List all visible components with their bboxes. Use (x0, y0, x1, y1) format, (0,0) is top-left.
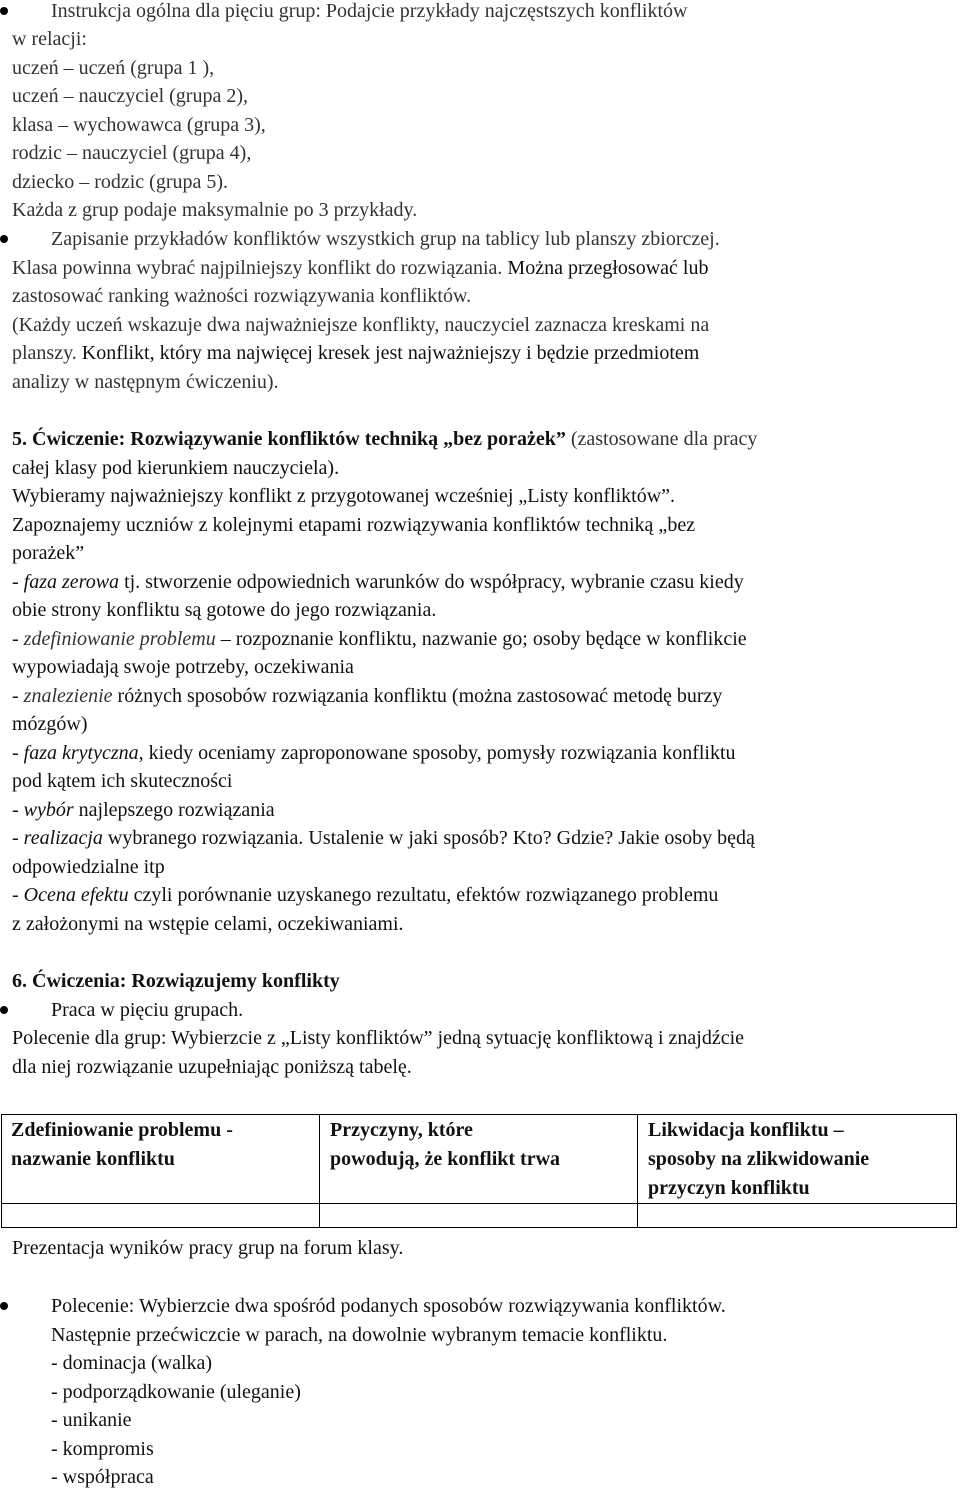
text-span: Konflikt, który ma najwięcej kresek jest najważniejszy i będzie przedmiotem (76, 342, 700, 364)
list-item: - kompromis (51, 1438, 154, 1460)
relation-item: klasa – wychowawca (grupa 3), (12, 114, 266, 136)
text-line: obie strony konfliktu są gotowe do jego rozwiązania. (12, 599, 437, 621)
bullet-icon (0, 1006, 8, 1014)
table-border (319, 1114, 320, 1228)
stage-desc: tj. stworzenie odpowiednich warunków do współpracy, wybranie czasu kiedy (119, 571, 744, 593)
header-line: Likwidacja konfliktu – (648, 1119, 844, 1141)
stage-item (12, 883, 718, 907)
text-line: pod kątem ich skuteczności (12, 770, 233, 792)
text-line: mózgów) (12, 713, 88, 735)
header-line: przyczyn konfliktu (648, 1177, 810, 1199)
section-6-heading (12, 969, 340, 993)
header-line: nazwanie konfliktu (11, 1148, 175, 1170)
stage-desc: , kiedy oceniamy zaproponowane sposoby, pomysły rozwiązania konfliktu (138, 742, 736, 764)
dash: - (12, 685, 24, 707)
text-line: Każda z grup podaje maksymalnie po 3 przykłady. (12, 199, 418, 221)
relation-item: dziecko – rodzic (grupa 5). (12, 171, 229, 193)
text-line: Praca w pięciu grupach. (51, 999, 244, 1021)
bullet-icon (0, 235, 8, 243)
stage-item (12, 684, 722, 708)
conflict-table (1, 1114, 957, 1228)
stage-name: wybór (23, 799, 74, 821)
table-border (956, 1114, 957, 1228)
text-line: Zapoznajemy uczniów z kolejnymi etapami rozwiązywania konfliktów techniką „bez (12, 514, 696, 536)
list-item: - unikanie (51, 1409, 132, 1431)
relation-item: rodzic – nauczyciel (grupa 4), (12, 142, 252, 164)
relation-item: uczeń – uczeń (grupa 1 ), (12, 57, 215, 79)
stage-name: faza zerowa (23, 571, 120, 593)
bullet-icon (0, 1302, 8, 1310)
text-line: z założonymi na wstępie celami, oczekiwaniami. (12, 913, 404, 935)
stage-name: realizacja (23, 827, 103, 849)
stage-desc: różnych sposobów rozwiązania konfliktu (można zastosować metodę burzy (112, 685, 723, 707)
table-header-causes (330, 1116, 560, 1174)
header-line: sposoby na zlikwidowanie (648, 1148, 870, 1170)
text-line: Prezentacja wyników pracy grup na forum klasy. (12, 1237, 404, 1259)
stage-item (12, 826, 755, 850)
text-span: Klasa powinna wybrać najpilniejszy konflikt do rozwiązania. (12, 257, 503, 279)
text-span: Można przegłosować lub (502, 257, 709, 279)
stage-desc: czyli porównanie uzyskanego rezultatu, efektów rozwiązanego problemu (128, 884, 719, 906)
header-line: powodują, że konflikt trwa (330, 1148, 561, 1170)
text-line: dla niej rozwiązanie uzupełniając poniższą tabelę. (12, 1056, 412, 1078)
header-line: Zdefiniowanie problemu - (11, 1119, 233, 1141)
text-line: Zapisanie przykładów konfliktów wszystkich grup na tablicy lub planszy zbiorczej. (51, 228, 720, 250)
table-header-problem (11, 1116, 233, 1174)
list-item: - współpraca (51, 1466, 154, 1488)
text-line: wypowiadają swoje potrzeby, oczekiwania (12, 656, 354, 678)
heading-bold: 6. Ćwiczenia: Rozwiązujemy konflikty (12, 970, 340, 992)
section-5-heading (12, 427, 757, 451)
table-border (1, 1114, 2, 1228)
table-border (1, 1227, 957, 1228)
bullet-icon (0, 7, 8, 15)
stage-item (12, 798, 275, 822)
text-line: Polecenie: Wybierzcie dwa spośród podanych sposobów rozwiązywania konfliktów. (51, 1295, 726, 1317)
stage-item (12, 741, 736, 765)
text-line (12, 256, 708, 280)
stage-name: znalezienie (23, 685, 113, 707)
text-line: Polecenie dla grup: Wybierzcie z „Listy konfliktów” jedną sytuację konfliktową i znajdźcie (12, 1027, 745, 1049)
text-line: w relacji: (12, 28, 87, 50)
dash: - (12, 884, 24, 906)
relation-item: uczeń – nauczyciel (grupa 2), (12, 85, 248, 107)
stage-name: faza krytyczna (23, 742, 139, 764)
text-line: Następnie przećwiczcie w parach, na dowolnie wybranym temacie konfliktu. (51, 1324, 668, 1346)
text-span: planszy. (12, 342, 77, 364)
text-line: porażek” (12, 542, 85, 564)
header-line: Przyczyny, które (330, 1119, 473, 1141)
stage-desc: najlepszego rozwiązania (73, 799, 275, 821)
stage-desc: – rozpoznanie konfliktu, nazwanie go; osoby będące w konflikcie (215, 628, 747, 650)
dash: - (12, 799, 24, 821)
dash: - (12, 827, 24, 849)
table-border (1, 1203, 957, 1204)
list-item: - podporządkowanie (uleganie) (51, 1381, 301, 1403)
text-line: zastosować ranking ważności rozwiązywania konfliktów. (12, 285, 472, 307)
text-line: (Każdy uczeń wskazuje dwa najważniejsze konflikty, nauczyciel zaznacza kreskami na (12, 314, 710, 336)
table-header-solution (648, 1116, 869, 1203)
stage-item (12, 627, 747, 651)
list-item: - dominacja (walka) (51, 1352, 213, 1374)
stage-desc: wybranego rozwiązania. Ustalenie w jaki sposób? Kto? Gdzie? Jakie osoby będą (102, 827, 755, 849)
table-border (1, 1114, 957, 1115)
text-line: całej klasy pod kierunkiem nauczyciela). (12, 457, 340, 479)
text-line: odpowiedzialne itp (12, 856, 165, 878)
dash: - (12, 628, 24, 650)
stage-name: Ocena efektu (23, 884, 129, 906)
stage-name: zdefiniowanie problemu (23, 628, 216, 650)
text-line (12, 341, 699, 365)
table-border (637, 1114, 638, 1228)
instruction-line: Instrukcja ogólna dla pięciu grup: Podajcie przykłady najczęstszych konfliktów (51, 0, 688, 22)
dash: - (12, 571, 24, 593)
text-span: (zastosowane dla pracy (565, 428, 758, 450)
text-line: analizy w następnym ćwiczeniu). (12, 371, 279, 393)
text-line: Wybieramy najważniejszy konflikt z przygotowanej wcześniej „Listy konfliktów”. (12, 485, 676, 507)
stage-item (12, 570, 744, 594)
dash: - (12, 742, 24, 764)
heading-bold: 5. Ćwiczenie: Rozwiązywanie konfliktów techniką „bez porażek” (12, 428, 566, 450)
